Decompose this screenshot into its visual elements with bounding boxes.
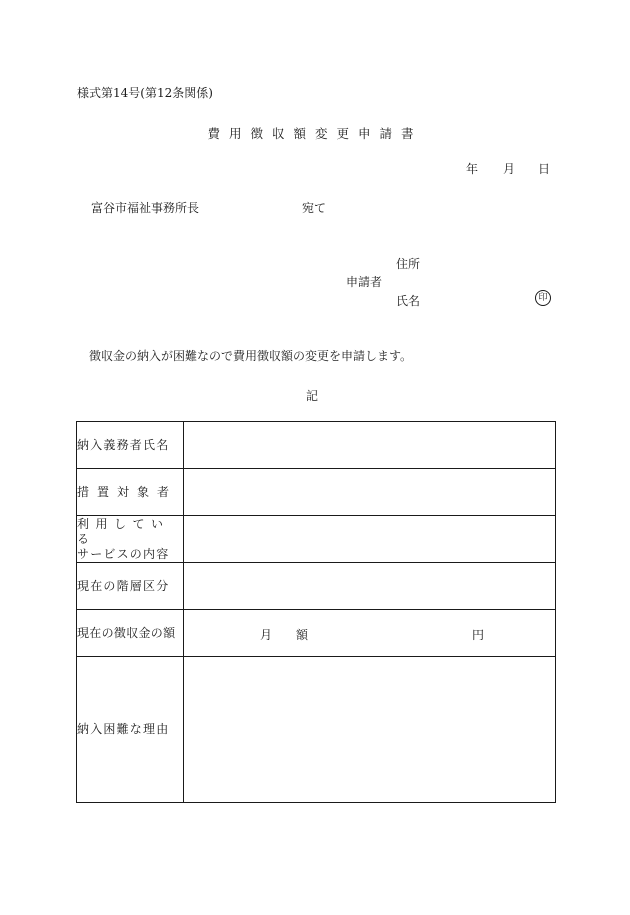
table-row bbox=[77, 563, 556, 610]
field-current-class[interactable] bbox=[184, 563, 556, 610]
date-year: 年 bbox=[466, 162, 479, 176]
label-current-class: 現在の階層区分 bbox=[77, 563, 184, 610]
name-label: 氏名 bbox=[396, 294, 421, 308]
addressee-suffix: 宛て bbox=[302, 201, 327, 215]
label-target-person: 措置対象者 bbox=[77, 469, 184, 516]
application-table bbox=[76, 421, 556, 803]
date-month: 月 bbox=[503, 162, 516, 176]
label-service-line2: サービスの内容 bbox=[77, 546, 170, 561]
document-title: 費用徴収額変更申請書 bbox=[207, 126, 423, 141]
label-current-amount: 現在の徴収金の額 bbox=[77, 610, 184, 657]
field-target-person[interactable] bbox=[184, 469, 556, 516]
table-row bbox=[77, 610, 556, 657]
label-payer-name: 納入義務者氏名 bbox=[77, 422, 184, 469]
yen-label: 円 bbox=[472, 628, 485, 642]
monthly-amount-label: 月 額 bbox=[260, 628, 309, 642]
application-statement: 徴収金の納入が困難なので費用徴収額の変更を申請します。 bbox=[89, 349, 413, 363]
label-service-line1: 利用している bbox=[77, 516, 170, 546]
table-row bbox=[77, 516, 556, 563]
field-payer-name[interactable] bbox=[184, 422, 556, 469]
field-service-content[interactable] bbox=[184, 516, 556, 563]
seal-mark: 印 bbox=[535, 290, 551, 306]
table-row bbox=[77, 422, 556, 469]
applicant-label: 申請者 bbox=[346, 275, 383, 289]
addressee-name: 富谷市福祉事務所長 bbox=[91, 201, 200, 215]
table-row bbox=[77, 657, 556, 803]
label-service-content bbox=[77, 516, 184, 563]
address-label: 住所 bbox=[396, 257, 421, 271]
field-difficulty-reason[interactable] bbox=[184, 657, 556, 803]
ki-heading: 記 bbox=[306, 389, 319, 403]
form-number: 様式第14号(第12条関係) bbox=[77, 86, 213, 100]
field-current-amount[interactable] bbox=[184, 610, 556, 657]
table-row bbox=[77, 469, 556, 516]
label-difficulty-reason: 納入困難な理由 bbox=[77, 657, 184, 803]
date-day: 日 bbox=[538, 162, 551, 176]
